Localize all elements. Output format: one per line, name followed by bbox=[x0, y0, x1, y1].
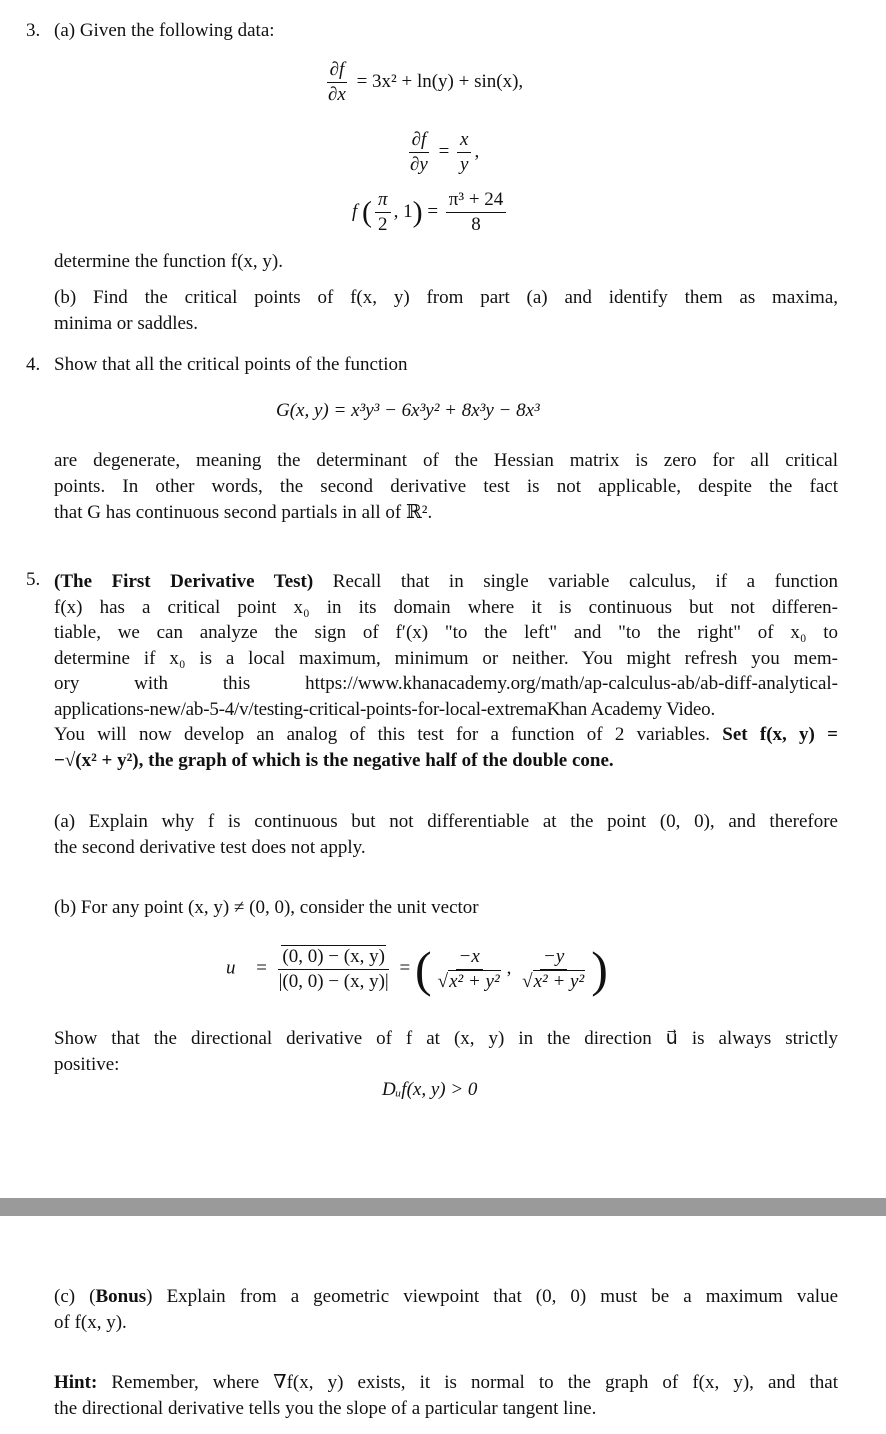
problem-5-line1-rest: Recall that in single variable calculus, if a function bbox=[332, 571, 838, 592]
unit-vector-c2-denominator: x² + y² bbox=[533, 970, 585, 992]
problem-5-line4: determine if x₀ is a local maximum, minimum or neither. You might refresh you mem- bbox=[54, 648, 838, 669]
problem-5b-show-line2: positive: bbox=[54, 1054, 120, 1075]
initial-condition-f: f bbox=[352, 200, 358, 222]
problem-5-line3: tiable, we can analyze the sign of f′(x) "to the left" and "to the right" of x₀ to bbox=[54, 622, 838, 643]
problem-4-intro: Show that all the critical points of the function bbox=[54, 354, 408, 375]
page-separator bbox=[0, 1198, 886, 1216]
problem-5-line2: f(x) has a critical point x₀ in its domain where it is continuous but not differen- bbox=[54, 597, 838, 618]
problem-3-intro: (a) Given the following data: bbox=[54, 20, 275, 41]
problem-3-determine: determine the function f(x, y). bbox=[54, 251, 283, 272]
unit-vector-c1-denominator: x² + y² bbox=[449, 970, 500, 992]
problem-5-line5: ory with this https://www.khanacademy.org/math/ap-calculus-ab/ab-diff-analytical- bbox=[54, 673, 838, 694]
problem-5b-line: (b) For any point (x, y) ≠ (0, 0), consider the unit vector bbox=[54, 897, 479, 918]
equation-df-dx-rhs: = 3x² + ln(y) + sin(x), bbox=[356, 70, 524, 92]
bonus-label: Bonus bbox=[95, 1286, 147, 1307]
problem-5-title: (The First Derivative Test) bbox=[54, 571, 314, 592]
initial-condition-numerator: π³ + 24 bbox=[446, 190, 507, 213]
problem-5c-line1: (c) (Bonus) Explain from a geometric viewpoint that (0, 0) must be a maximum value bbox=[54, 1286, 839, 1307]
problem-5-line7 bbox=[54, 722, 838, 747]
problem-4-line3: that G has continuous second partials in all of ℝ². bbox=[54, 502, 433, 523]
problem-5-line8: −√(x² + y²), the graph of which is the negative half of the double cone. bbox=[54, 750, 614, 771]
problem-5a-line2: the second derivative test does not apply. bbox=[54, 837, 366, 858]
unit-vector-symbol: u⃗ = bbox=[226, 957, 268, 979]
hint-line1-rest: Remember, where ∇f(x, y) exists, it is normal to the graph of f(x, y), and that bbox=[111, 1372, 838, 1393]
problem-5a-line1: (a) Explain why f is continuous but not differentiable at the point (0, 0), and therefore bbox=[54, 811, 838, 832]
problem-4-number: 4. bbox=[26, 354, 41, 375]
equation-unit-vector: u⃗ = $\frac{(0, 0) - (x, y)}{|(0, 0) - (x, y)|}$ = ( $\frac{-x}{\text{√x² + y²}}$ , $\frac{-y}{\text{√x² + y²}}$ ) bbox=[226, 941, 608, 997]
equation-df-dy-equals: = bbox=[438, 140, 450, 162]
equation-df-dx: $\frac{\partial f}{\partial x}$ = 3x² + ln(y) + sin(x), bbox=[328, 59, 524, 105]
problem-5-number: 5. bbox=[26, 569, 41, 590]
equation-df-dy: $\frac{\partial f}{\partial y}$ = $\frac{x}{y}$ , bbox=[410, 129, 480, 175]
equation-initial-condition: f ( $\frac{\pi}{2}$ , 1) = $\frac{\text{π³ + 24}}{8}$ bbox=[352, 190, 509, 235]
unit-vector-c1-numerator: −x bbox=[456, 947, 483, 970]
hint-line2: the directional derivative tells you the slope of a particular tangent line. bbox=[54, 1398, 597, 1419]
problem-5c-line1-rest: Explain from a geometric viewpoint that (0, 0) must be a maximum value bbox=[166, 1286, 839, 1307]
problem-5c-line2: of f(x, y). bbox=[54, 1312, 127, 1333]
problem-3b-line2: minima or saddles. bbox=[54, 313, 199, 334]
unit-vector-numerator: (0, 0) − (x, y) bbox=[282, 945, 385, 967]
problem-5-line1 bbox=[54, 569, 838, 594]
problem-5-line7-a: You will now develop an analog of this test for a function of 2 variables. bbox=[54, 724, 710, 745]
hint-label: Hint: bbox=[54, 1372, 98, 1393]
initial-condition-denominator: 8 bbox=[471, 214, 481, 235]
hint-line1 bbox=[54, 1370, 838, 1395]
problem-4-line2: points. In other words, the second derivative test is not applicable, despite the fact bbox=[54, 476, 838, 497]
problem-5-line6: applications-new/ab-5-4/v/testing-critical-points-for-local-extremaKhan Academy Video. bbox=[54, 699, 715, 720]
unit-vector-denominator: |(0, 0) − (x, y)| bbox=[278, 970, 389, 992]
problem-3-number: 3. bbox=[26, 20, 41, 41]
problem-4-line1: are degenerate, meaning the determinant of the Hessian matrix is zero for all critical bbox=[54, 450, 838, 471]
unit-vector-c2-numerator: −y bbox=[540, 947, 567, 970]
problem-5-line7-b: Set f(x, y) = bbox=[722, 724, 838, 745]
problem-5b-show-line1: Show that the directional derivative of f at (x, y) in the direction u⃗ is always strictly bbox=[54, 1028, 838, 1049]
problem-3b-line1: (b) Find the critical points of f(x, y) from part (a) and identify them as maxima, bbox=[54, 287, 838, 308]
equation-G: G(x, y) = x³y³ − 6x³y² + 8x³y − 8x³ bbox=[276, 400, 540, 421]
equation-directional-derivative: Dᵤf(x, y) > 0 bbox=[382, 1079, 478, 1100]
